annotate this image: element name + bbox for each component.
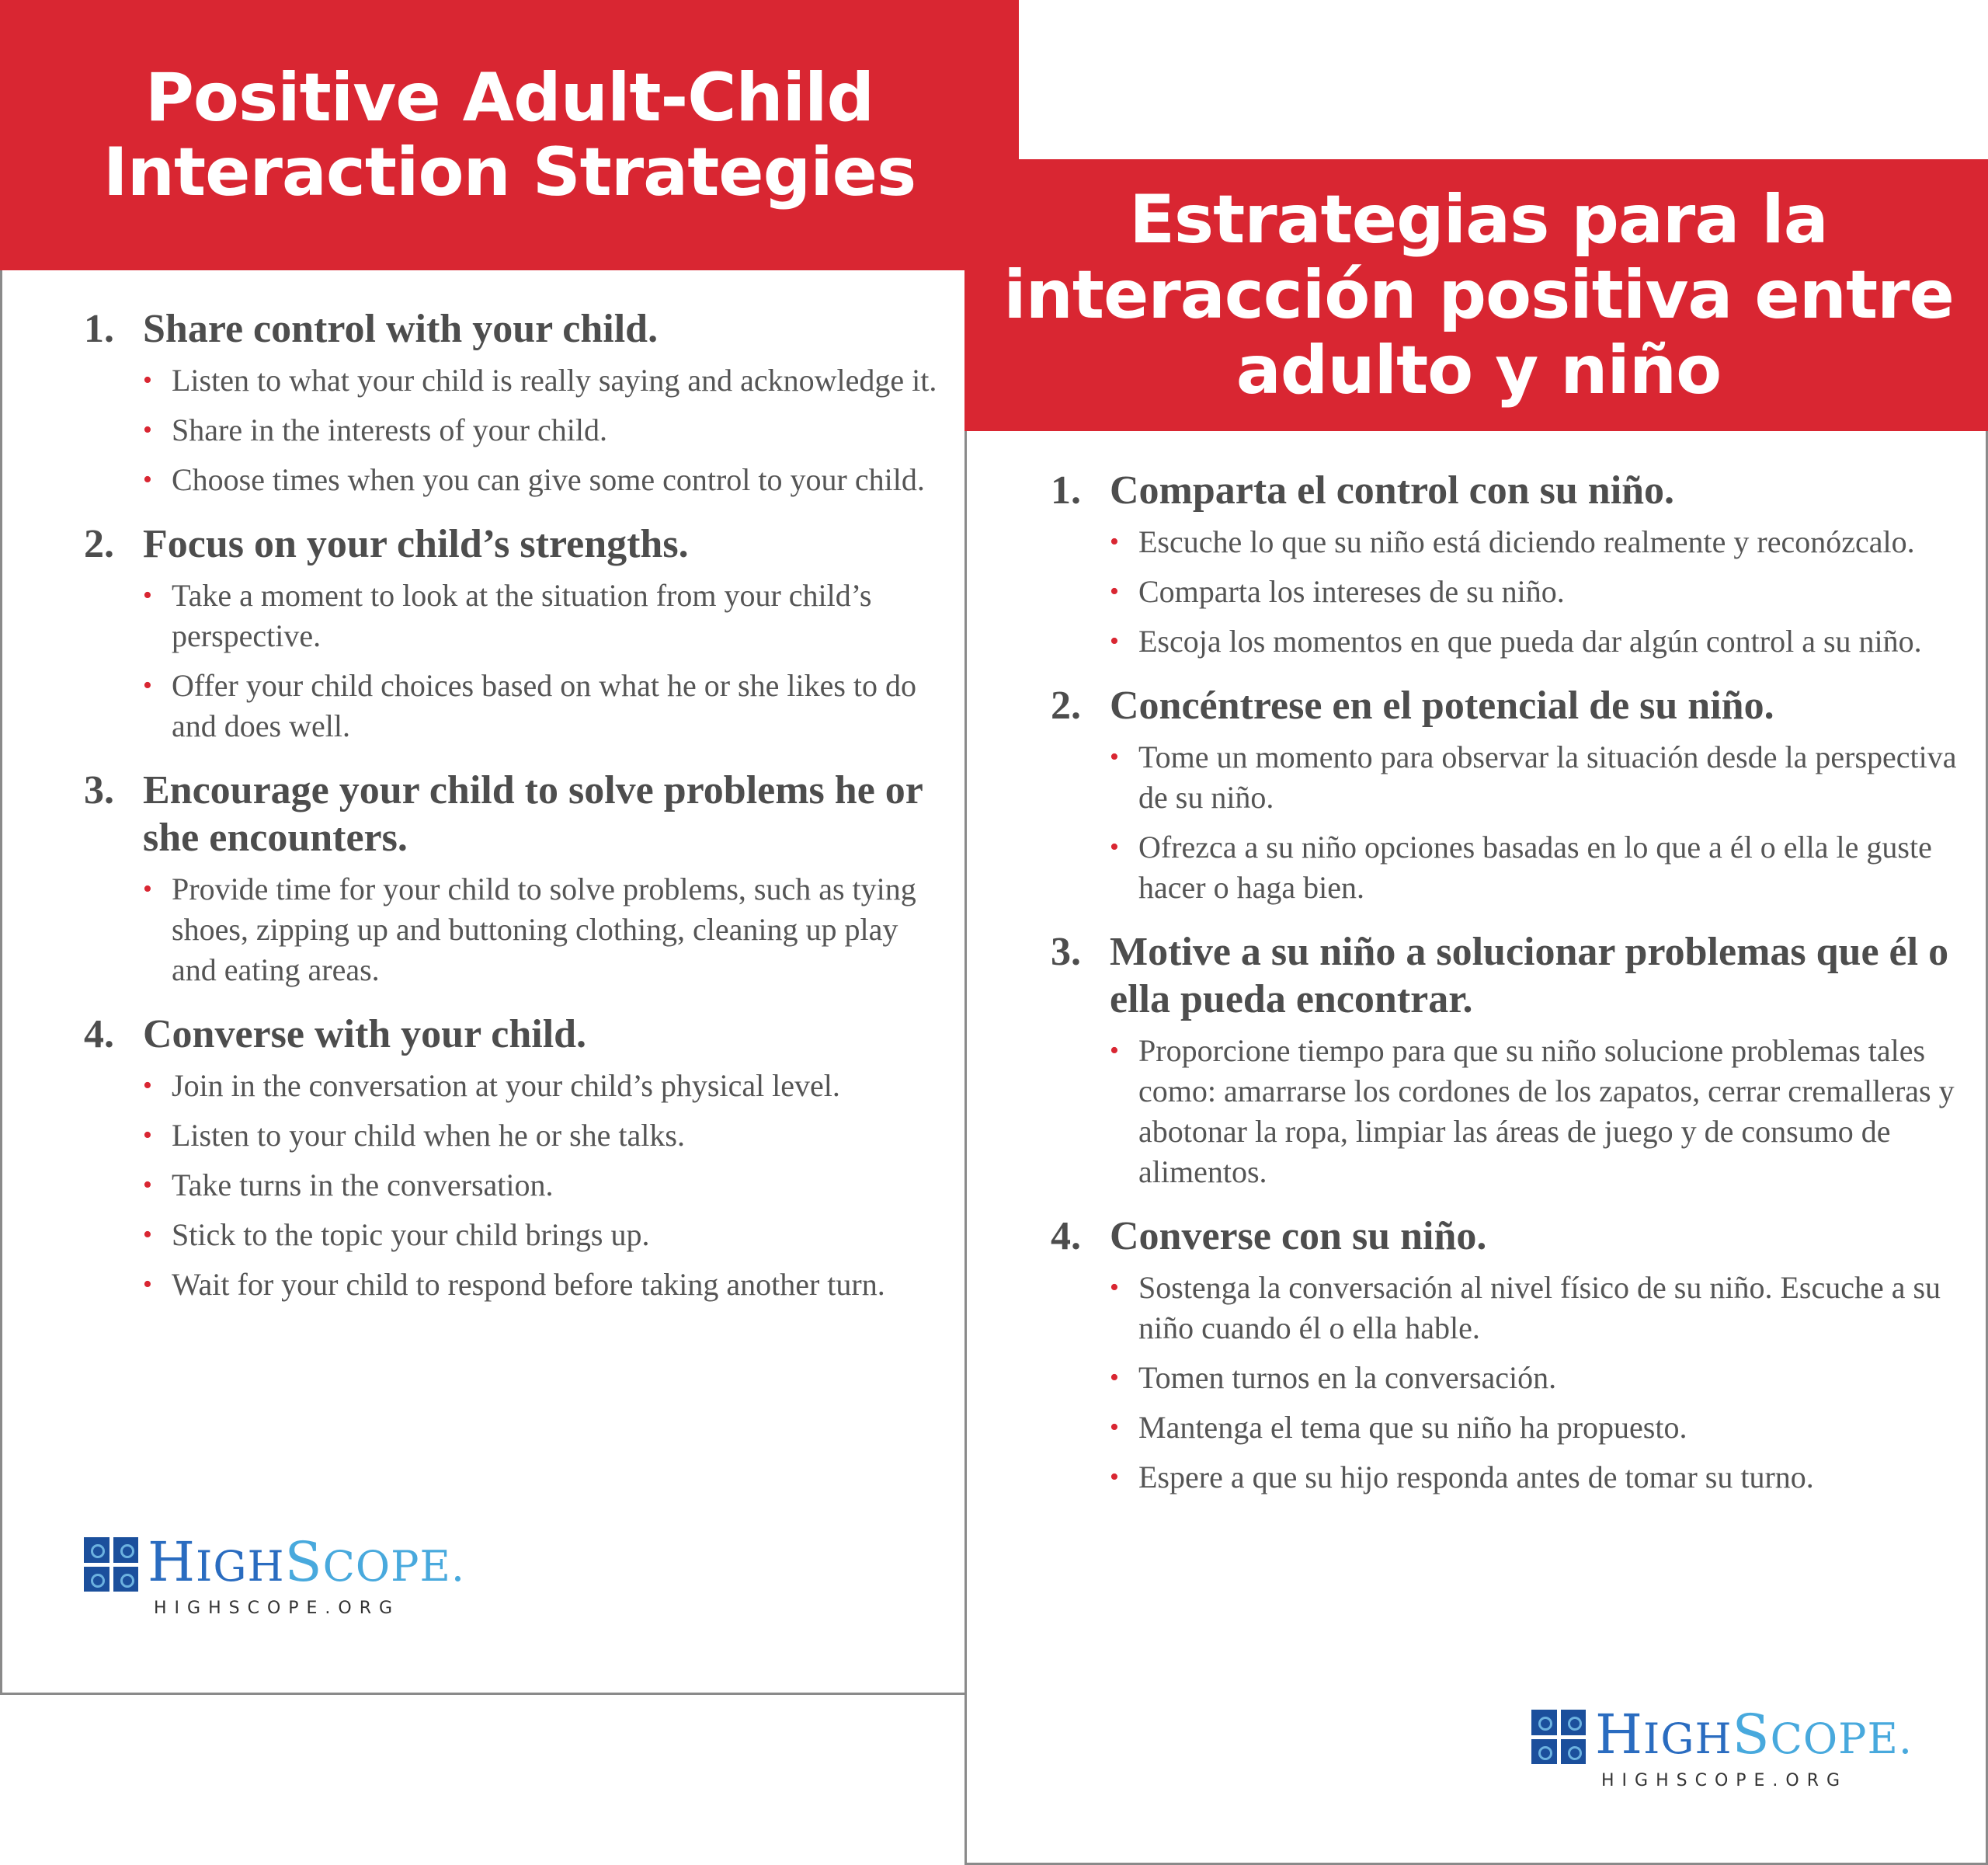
spanish-section-1 [1051, 467, 1967, 662]
bullet-icon: • [1110, 833, 1119, 861]
list-item [143, 666, 946, 746]
bullet-icon: • [1110, 577, 1119, 606]
list-item [143, 576, 946, 656]
list-item [1110, 572, 1967, 612]
bullet-list [1051, 522, 1967, 662]
bullet-text: Comparta los intereses de su niño. [1138, 574, 1565, 609]
list-item [143, 1165, 946, 1206]
bullet-text: Espere a que su hijo responda antes de tomar su turno. [1138, 1460, 1814, 1494]
section-heading [1051, 682, 1967, 729]
list-item [1110, 522, 1967, 562]
bullet-icon: • [143, 1220, 152, 1249]
spanish-section-4 [1051, 1213, 1967, 1498]
bullet-text: Tomen turnos en la conversación. [1138, 1360, 1557, 1395]
section-number: 1. [1051, 468, 1081, 513]
english-section-1 [84, 305, 946, 500]
section-heading [1051, 467, 1967, 514]
english-card [0, 0, 967, 1695]
list-item [143, 1215, 946, 1255]
highscope-url: HIGHSCOPE.ORG [154, 1599, 401, 1618]
spanish-card [964, 159, 1988, 1865]
section-title: Share control with your child. [143, 307, 659, 351]
section-title: Motive a su niño a solucionar problemas que él o ella pueda encontrar. [1110, 930, 1949, 1021]
section-number: 3. [1051, 930, 1081, 974]
spanish-content [1051, 467, 1967, 1518]
bullet-list [84, 869, 946, 990]
bullet-icon: • [143, 1270, 152, 1299]
spanish-title-line-1: Estrategias para la [1129, 180, 1828, 259]
section-number: 1. [84, 307, 114, 351]
bullet-text: Choose times when you can give some control to your child. [172, 462, 925, 497]
bullet-icon: • [1110, 1413, 1119, 1442]
bullet-text: Stick to the topic your child brings up. [172, 1217, 650, 1252]
highscope-wordmark: HIGHSCOPE. [1595, 1703, 1913, 1766]
list-item [143, 1115, 946, 1156]
list-item [1110, 1457, 1967, 1498]
section-title: Focus on your child’s strengths. [143, 522, 689, 566]
bullet-icon: • [1110, 527, 1119, 556]
highscope-logo [1531, 1703, 1913, 1790]
spanish-section-2 [1051, 682, 1967, 908]
spanish-title-line-2: interacción positiva entre [1003, 256, 1954, 334]
list-item [143, 360, 946, 401]
section-heading [84, 305, 946, 353]
bullet-text: Share in the interests of your child. [172, 412, 607, 447]
spanish-title-line-3: adulto y niño [1236, 331, 1722, 409]
bullet-text: Tome un momento para observar la situación desde la perspectiva de su niño. [1138, 739, 1957, 815]
highscope-url: HIGHSCOPE.ORG [1601, 1771, 1848, 1790]
bullet-icon: • [1110, 1463, 1119, 1491]
section-heading [1051, 1213, 1967, 1260]
bullet-text: Escoja los momentos en que pueda dar algún control a su niño. [1138, 624, 1922, 659]
section-number: 2. [1051, 684, 1081, 728]
section-title: Concéntrese en el potencial de su niño. [1110, 684, 1774, 728]
section-number: 2. [84, 522, 114, 566]
section-heading [84, 520, 946, 568]
bullet-icon: • [143, 465, 152, 494]
list-item [1110, 621, 1967, 662]
section-title: Encourage your child to solve problems he or she encounters. [143, 768, 923, 860]
bullet-icon: • [1110, 1273, 1119, 1302]
highscope-mark-icon [84, 1537, 138, 1592]
bullet-text: Escuche lo que su niño está diciendo realmente y reconózcalo. [1138, 524, 1915, 559]
section-heading [1051, 928, 1967, 1023]
list-item [1110, 1268, 1967, 1348]
bullet-icon: • [143, 416, 152, 444]
english-content [84, 305, 946, 1325]
section-heading [84, 1011, 946, 1058]
section-number: 3. [84, 768, 114, 812]
bullet-icon: • [143, 1071, 152, 1100]
section-number: 4. [1051, 1214, 1081, 1258]
bullet-text: Offer your child choices based on what he or she likes to do and does well. [172, 668, 917, 743]
bullet-icon: • [1110, 743, 1119, 771]
english-title-line-2: Interaction Strategies [103, 134, 916, 211]
spanish-section-3 [1051, 928, 1967, 1192]
bullet-text: Take turns in the conversation. [172, 1167, 554, 1202]
bullet-list [1051, 1268, 1967, 1498]
section-title: Converse with your child. [143, 1012, 587, 1056]
bullet-list [1051, 737, 1967, 908]
list-item [143, 869, 946, 990]
highscope-logo [84, 1530, 466, 1618]
highscope-wordmark: HIGHSCOPE. [148, 1530, 466, 1594]
bullet-icon: • [143, 875, 152, 903]
spanish-title-banner [964, 159, 1988, 431]
section-title: Converse con su niño. [1110, 1214, 1487, 1258]
list-item [143, 1066, 946, 1106]
bullet-text: Provide time for your child to solve problems, such as tying shoes, zipping up and buttoning clothing, cleaning up play and eating areas. [172, 872, 916, 987]
highscope-mark-icon [1531, 1710, 1586, 1764]
bullet-icon: • [1110, 627, 1119, 656]
bullet-list [84, 1066, 946, 1305]
bullet-text: Proporcione tiempo para que su niño solucione problemas tales como: amarrarse los cordones de los zapatos, cerrar cremalleras y abotonar la ropa, limpiar las áreas de juego y de consumo de alimentos. [1138, 1033, 1955, 1189]
bullet-list [1051, 1031, 1967, 1192]
list-item [143, 410, 946, 451]
list-item [1110, 1407, 1967, 1448]
bullet-text: Listen to what your child is really saying and acknowledge it. [172, 363, 937, 398]
bullet-icon: • [143, 366, 152, 395]
bullet-icon: • [143, 1121, 152, 1150]
list-item [1110, 737, 1967, 818]
list-item [1110, 1358, 1967, 1398]
english-section-4 [84, 1011, 946, 1305]
section-title: Comparta el control con su niño. [1110, 468, 1675, 513]
bullet-text: Ofrezca a su niño opciones basadas en lo que a él o ella le guste hacer o haga bien. [1138, 830, 1932, 905]
bullet-list [84, 576, 946, 746]
english-section-3 [84, 767, 946, 990]
bullet-list [84, 360, 946, 500]
bullet-icon: • [143, 1171, 152, 1199]
bullet-text: Listen to your child when he or she talks. [172, 1118, 685, 1153]
list-item [1110, 827, 1967, 908]
section-number: 4. [84, 1012, 114, 1056]
list-item [1110, 1031, 1967, 1192]
bullet-icon: • [143, 581, 152, 610]
english-section-2 [84, 520, 946, 746]
list-item [143, 460, 946, 500]
bullet-icon: • [1110, 1363, 1119, 1392]
list-item [143, 1265, 946, 1305]
bullet-text: Join in the conversation at your child’s physical level. [172, 1068, 840, 1103]
bullet-text: Wait for your child to respond before taking another turn. [172, 1267, 885, 1302]
bullet-icon: • [1110, 1036, 1119, 1065]
bullet-icon: • [143, 671, 152, 700]
section-heading [84, 767, 946, 861]
bullet-text: Take a moment to look at the situation from your child’s perspective. [172, 578, 872, 653]
english-title-line-1: Positive Adult-Child [144, 59, 874, 137]
bullet-text: Mantenga el tema que su niño ha propuesto. [1138, 1410, 1687, 1445]
english-title-banner [0, 0, 1019, 270]
bullet-text: Sostenga la conversación al nivel físico de su niño. Escuche a su niño cuando él o ella hable. [1138, 1270, 1941, 1345]
